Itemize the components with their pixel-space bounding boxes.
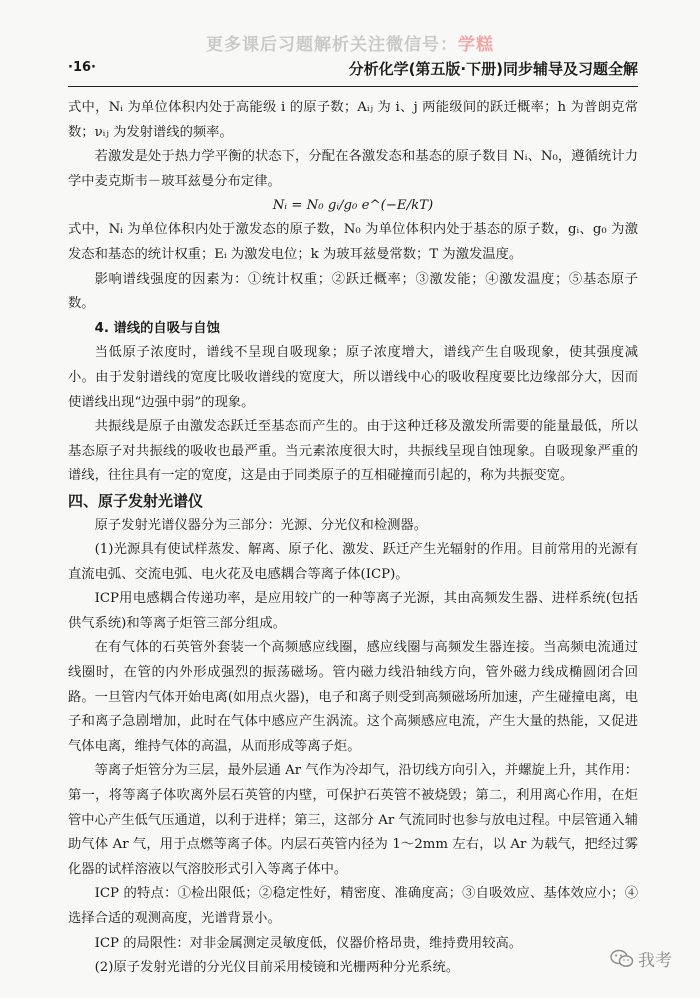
paragraph-7: 原子发射光谱仪器分为三部分：光源、分光仪和检测器。 <box>94 517 428 533</box>
page-number: ·16· <box>68 60 96 75</box>
paragraph-14: (2)原子发射光谱的分光仪目前采用棱镜和光栅两种分光系统。 <box>94 960 460 976</box>
paragraph-13: ICP 的局限性：对非金属测定灵敏度低，仪器价格昂贵，维持费用较高。 <box>94 935 523 951</box>
watermark-text: 更多课后习题解析关注微信号： <box>206 35 458 55</box>
subheading-self-absorption: 4. 谱线的自吸与自蚀 <box>94 320 220 336</box>
watermark-brand: 学糕 <box>458 35 494 55</box>
paragraph-6: 共振线是原子由激发态跃迁至基态而产生的。由于这种迁移及激发所需要的能量最低，所以基态原子对共振线的吸收也最严重。当元素浓度很大时，共振线呈现自蚀现象。自吸现象严重的谱线，往往具有一定的宽度，这是由于同类原子的互相碰撞而引起的，称为共振变宽。 <box>68 419 638 484</box>
watermark-banner <box>0 30 700 55</box>
paragraph-11: 等离子炬管分为三层，最外层通 Ar 气作为冷却气，沿切线方向引入，并螺旋上升，其作用：第一，将等离子体吹离外层石英管的内壁，可保护石英管不被烧毁；第二，利用离心作用，在炬管中心产生低气压通道，以利于进样；第三，这部分 Ar 气流同时也参与放电过程。中层管通入辅助气体 Ar 气，用于点燃等离子体。内层石英管内径为 1～2mm 左右，以 Ar 为载气，把经过雾化器的试样溶液以气溶胶形式引入等离子体中。 <box>68 763 638 877</box>
paragraph-3: 式中，Nᵢ 为单位体积内处于激发态的原子数，N₀ 为单位体积内处于基态的原子数，gᵢ、g₀ 为激发态和基态的统计权重；Eᵢ 为激发电位；k 为玻耳兹曼常数；T 为激发温度。 <box>68 222 638 262</box>
paragraph-5: 当低原子浓度时，谱线不呈现自吸现象；原子浓度增大，谱线产生自吸现象，使其强度减小。由于发射谱线的宽度比吸收谱线的宽度大，所以谱线中心的吸收程度要比边缘部分大，因而使谱线出现“边强中弱”的现象。 <box>68 345 638 410</box>
paragraph-2: 若激发是处于热力学平衡的状态下，分配在各激发态和基态的原子数目 Nᵢ、N₀，遵循统计力学中麦克斯韦－玻耳兹曼分布定律。 <box>68 149 638 189</box>
page-header <box>68 58 638 82</box>
footer-mark-text: 我考 <box>638 951 672 971</box>
footer-watermark <box>610 946 672 971</box>
paragraph-9: ICP用电感耦合传递功率，是应用较广的一种等离子光源，其由高频发生器、进样系统(包括供气系统)和等离子炬管三部分组成。 <box>68 591 638 631</box>
header-rule <box>68 86 638 87</box>
wechat-icon <box>610 949 634 969</box>
boltzmann-formula: Nᵢ = N₀ gᵢ/g₀ e^(−E/kT) <box>272 198 434 214</box>
paragraph-10: 在有气体的石英管外套装一个高频感应线圈，感应线圈与高频发生器连接。当高频电流通过线圈时，在管的内外形成强烈的振荡磁场。管内磁力线沿轴线方向，管外磁力线成椭圆闭合回路。一旦管内气体开始电离(如用点火器)，电子和离子则受到高频磁场所加速，产生碰撞电离，电子和离子急剧增加，此时在气体中感应产生涡流。这个高频感应电流，产生大量的热能，又促进气体电离，维持气体的高温，从而形成等离子炬。 <box>68 640 638 754</box>
paragraph-8: (1)光源具有使试样蒸发、解离、原子化、激发、跃迁产生光辐射的作用。目前常用的光源有直流电弧、交流电弧、电火花及电感耦合等离子体(ICP)。 <box>68 542 638 582</box>
paragraph-12: ICP 的特点：①检出限低；②稳定性好，精密度、准确度高；③自吸效应、基体效应小；④选择合适的观测高度，光谱背景小。 <box>68 886 638 926</box>
page-body <box>68 96 638 981</box>
section-heading: 四、原子发射光谱仪 <box>68 491 204 510</box>
book-title: 分析化学(第五版·下册)同步辅导及习题全解 <box>348 60 638 78</box>
paragraph-4: 影响谱线强度的因素为：①统计权重；②跃迁概率；③激发能；④激发温度；⑤基态原子数。 <box>68 271 638 312</box>
paragraph-1: 式中，Nᵢ 为单位体积内处于高能级 i 的原子数；Aᵢⱼ 为 i、j 两能级间的跃迁概率；h 为普朗克常数；νᵢⱼ 为发射谱线的频率。 <box>68 100 638 140</box>
